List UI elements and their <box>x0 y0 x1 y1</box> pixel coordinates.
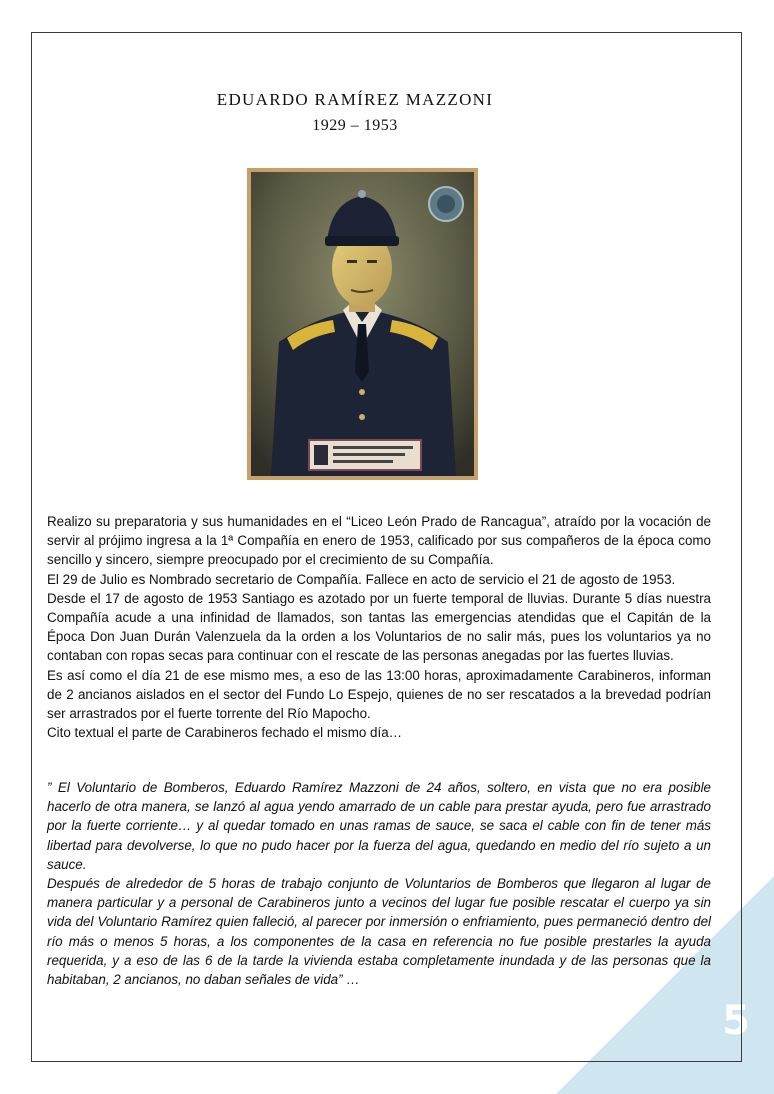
quote-paragraph: ” El Voluntario de Bomberos, Eduardo Ramírez Mazzoni de 24 años, soltero, en vista que no era posible hacerlo de otra manera, se lanzó al agua yendo amarrado de un cable para prestar ayuda, pero fue arrastrado por la fuerte corriente… y al quedar tomado en unas ramas de sauce, se saca el cable con fin de tener más libertad para devolverse, lo que no pudo hacer por la fuerza del agua, quedando en medio del río sujeto a un sauce. <box>47 780 711 872</box>
paragraph: El 29 de Julio es Nombrado secretario de Compañía. Fallece en acto de servicio el 21 de agosto de 1953. <box>47 571 676 587</box>
page-title: EDUARDO RAMÍREZ MAZZONI <box>216 90 494 109</box>
page-years: 1929 – 1953 <box>312 117 398 134</box>
paragraph: Desde el 17 de agosto de 1953 Santiago es azotado por un fuerte temporal de lluvias. Durante 5 días nuestra Compañía acude a una infinidad de llamados, son tantas las emergencias atendidas que el Capitán de la Época Don Juan Durán Valenzuela da la orden a los Voluntarios de no salir más, pues los voluntarios ya no contaban con ropas secas para continuar con el rescate de las personas anegadas por las fuertes lluvias. <box>47 590 711 664</box>
paragraph: Es así como el día 21 de ese mismo mes, a eso de las 13:00 horas, aproximadamente Carabineros, informan de 2 ancianos aislados en el sector del Fundo Lo Espejo, quienes de no ser rescatados a la brevedad podrían ser arrastrados por el fuerte torrente del Río Mapocho. <box>47 667 711 722</box>
portrait-image <box>251 172 474 476</box>
biography-text <box>47 512 711 742</box>
paragraph: Cito textual el parte de Carabineros fechado el mismo día… <box>47 725 403 741</box>
paragraph: Realizo su preparatoria y sus humanidades en el “Liceo León Prado de Rancagua”, atraído por la vocación de servir al prójimo ingresa a la 1ª Compañía en enero de 1953, calificado por sus compañeros de la época como sencillo y sincero, siempre preocupado por el crecimiento de su Compañía. <box>47 514 711 568</box>
carabineros-quote <box>47 778 711 989</box>
portrait-plaque <box>309 440 421 470</box>
badge-emblem-icon <box>429 187 463 221</box>
portrait-painting <box>247 168 478 480</box>
quote-paragraph: Después de alrededor de 5 horas de trabajo conjunto de Voluntarios de Bomberos que llegaron al lugar de manera particular y a personal de Carabineros junto a vecinos del lugar fue posible rescatar el cuerpo ya sin vida del Voluntario Ramírez quien falleció, al parecer por inmersión o enfriamiento, pues permaneció dentro del río más o menos 5 horas, a los componentes de la casa en referencia no fue posible prestarles la ayuda requerida, y a eso de las 6 de la tarde la vivienda estaba completamente inundada y de las personas que la habitaban, 2 ancianos, no daban señales de vida” … <box>47 876 711 988</box>
page-number: 5 <box>722 998 750 1044</box>
